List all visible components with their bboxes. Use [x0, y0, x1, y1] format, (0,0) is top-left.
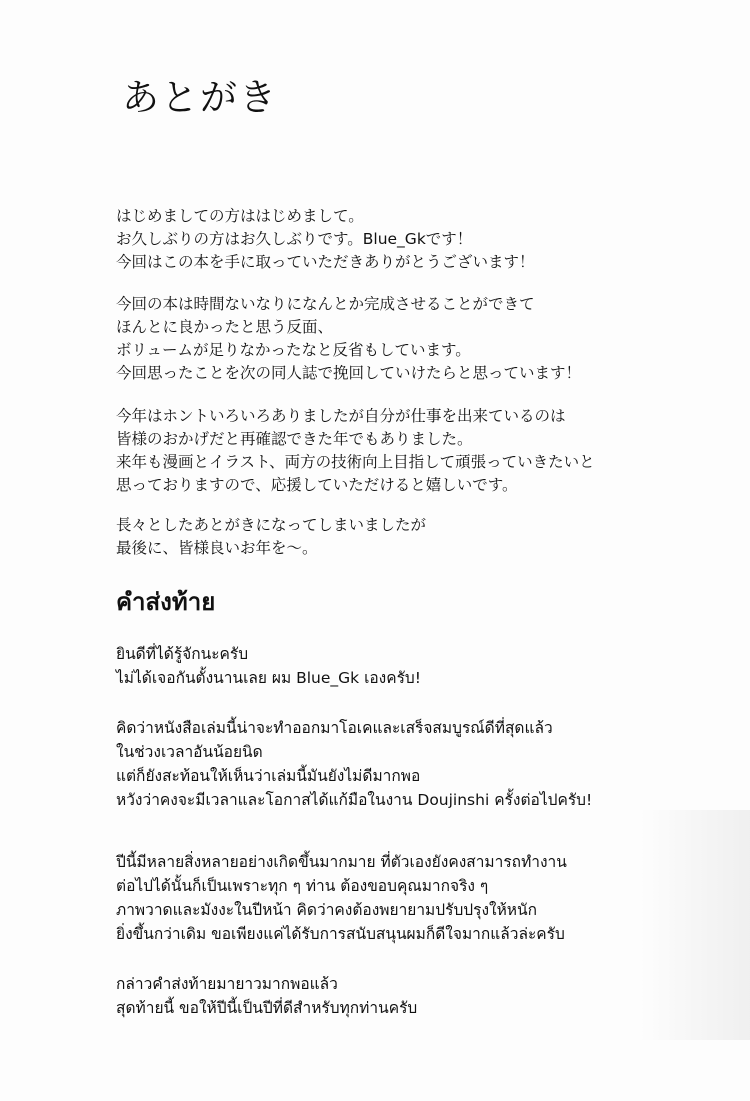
text-line: 今回の本は時間ないなりになんとか完成させることができて [116, 295, 535, 313]
text-line: แต่ก็ยังสะท้อนให้เห็นว่าเล่มนี้มันยังไม่ดีมากพอ [116, 767, 421, 785]
thai-paragraph-4 [116, 972, 716, 1020]
bleed-through-shadow [640, 810, 750, 1040]
text-line: 今回思ったことを次の同人誌で挽回していけたらと思っています！ [116, 364, 582, 382]
text-line: ในช่วงเวลาอันน้อยนิด [116, 743, 263, 761]
text-line: ต่อไปได้นั้นก็เป็นเพราะทุก ๆ ท่าน ต้องขอบคุณมากจริง ๆ [116, 877, 489, 895]
page-title: あとがき [122, 76, 278, 119]
text-line: คิดว่าหนังสือเล่มนี้น่าจะทำออกมาโอเคและเสร็จสมบูรณ์ดีที่สุดแล้ว [116, 719, 553, 737]
japanese-paragraph-4 [116, 514, 726, 560]
japanese-paragraph-2 [116, 293, 726, 385]
thai-paragraph-3 [116, 850, 716, 946]
text-line: 思っておりますので、応援していただけると嬉しいです。 [116, 476, 518, 494]
text-line: お久しぶりの方はお久しぶりです。Blue_Gkです！ [116, 230, 473, 248]
text-line: 来年も漫画とイラスト、両方の技術向上目指して頑張っていきたいと [116, 453, 595, 471]
japanese-paragraph-3 [116, 405, 726, 497]
text-line: 皆様のおかげだと再確認できた年でもありました。 [116, 430, 473, 448]
text-line: ไม่ได้เจอกันตั้งนานเลย ผม Blue_Gk เองครับ! [116, 669, 421, 687]
text-line: สุดท้ายนี้ ขอให้ปีนี้เป็นปีที่ดีสำหรับทุกท่านครับ [116, 999, 418, 1017]
thai-paragraph-1 [116, 642, 716, 690]
text-line: ボリュームが足りなかったなと反省もしています。 [116, 341, 471, 359]
text-line: ยินดีที่ได้รู้จักนะครับ [116, 645, 249, 663]
japanese-paragraph-1 [116, 205, 726, 274]
text-line: ほんとに良かったと思う反面、 [116, 318, 334, 336]
text-line: 長々としたあとがきになってしまいましたが [116, 516, 427, 534]
text-line: ภาพวาดและมังงะในปีหน้า คิดว่าคงต้องพยายามปรับปรุงให้หนัก [116, 901, 537, 919]
text-line: ปีนี้มีหลายสิ่งหลายอย่างเกิดขึ้นมากมาย ที่ตัวเองยังคงสามารถทำงาน [116, 853, 567, 871]
text-line: หวังว่าคงจะมีเวลาและโอกาสได้แก้มือในงาน Doujinshi ครั้งต่อไปครับ! [116, 791, 593, 809]
text-line: 今年はホントいろいろありましたが自分が仕事を出来ているのは [116, 407, 566, 425]
text-line: 今回はこの本を手に取っていただきありがとうございます！ [116, 253, 535, 271]
text-line: 最後に、皆様良いお年を～。 [116, 539, 318, 557]
thai-paragraph-2 [116, 716, 716, 812]
text-line: はじめましての方ははじめまして。 [116, 207, 364, 225]
text-line: กล่าวคำส่งท้ายมายาวมากพอแล้ว [116, 975, 338, 993]
text-line: ยิ่งขึ้นกว่าเดิม ขอเพียงแค่ได้รับการสนับสนุนผมก็ดีใจมากแล้วล่ะครับ [116, 925, 565, 943]
thai-heading: คำส่งท้าย [116, 588, 216, 616]
